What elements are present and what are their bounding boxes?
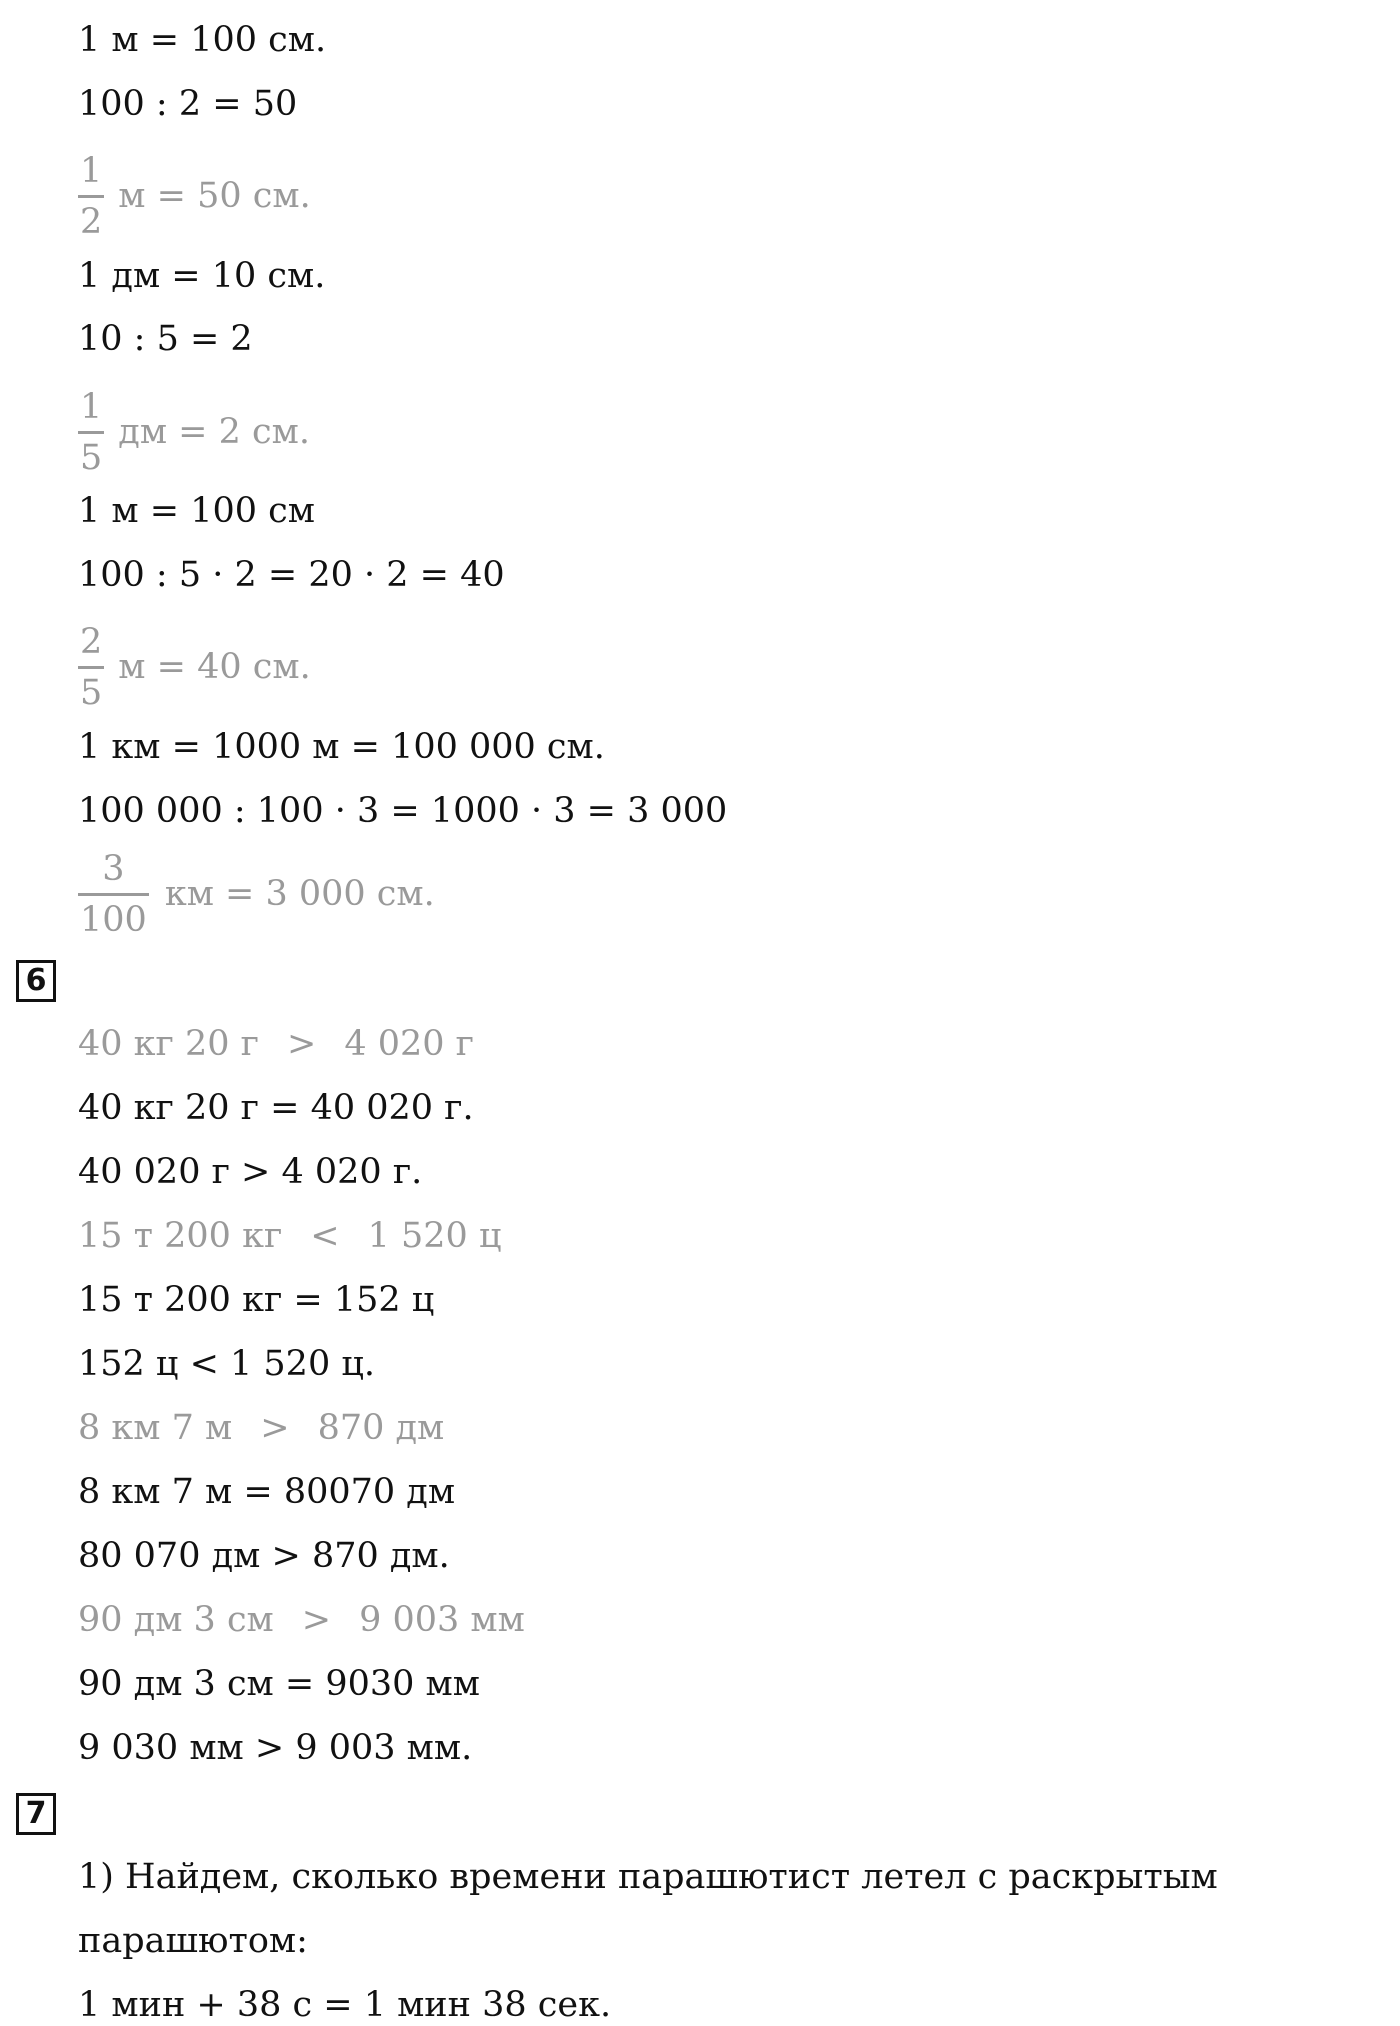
fraction <box>78 151 104 242</box>
task-number-badge: 7 <box>16 1793 56 1835</box>
eq-line: 1 м = 100 см <box>78 491 315 531</box>
comparison-left: 40 кг 20 г <box>78 1024 259 1064</box>
eq-line: 1 м = 100 см. <box>78 20 327 60</box>
fraction-bar <box>78 893 149 896</box>
eq-line: 9 030 мм > 9 003 мм. <box>78 1728 473 1768</box>
eq-line: 152 ц < 1 520 ц. <box>78 1344 375 1384</box>
comparison-right: 870 дм <box>317 1408 445 1448</box>
eq-line: 15 т 200 кг = 152 ц <box>78 1280 435 1320</box>
eq-line: 80 070 дм > 870 дм. <box>78 1536 450 1576</box>
eq-line: 100 : 5 · 2 = 20 · 2 = 40 <box>78 555 505 595</box>
text-line: 1) Найдем, сколько времени парашютист летел с раскрытым <box>78 1857 1218 1897</box>
fraction-bar <box>78 666 104 669</box>
fraction-denominator: 100 <box>80 899 147 940</box>
fraction <box>78 849 149 940</box>
comparison-left: 15 т 200 кг <box>78 1216 283 1256</box>
eq-line: 1 дм = 10 см. <box>78 256 326 296</box>
eq-line: 100 : 2 = 50 <box>78 84 298 124</box>
comparison-right: 4 020 г <box>344 1024 474 1064</box>
fraction-bar <box>78 431 104 434</box>
fraction <box>78 622 104 713</box>
fraction-denominator: 5 <box>80 672 103 713</box>
comparison-line <box>78 1407 444 1449</box>
fraction-line <box>78 382 310 482</box>
fraction-numerator: 2 <box>80 621 103 662</box>
fraction-numerator: 3 <box>102 848 125 889</box>
comparison-sign: < <box>310 1216 340 1256</box>
eq-line: 90 дм 3 см = 9030 мм <box>78 1664 481 1704</box>
comparison-left: 90 дм 3 см <box>78 1600 274 1640</box>
fraction <box>78 387 104 478</box>
fraction-line <box>78 146 311 246</box>
eq-line: 10 : 5 = 2 <box>78 319 253 359</box>
fraction-bar <box>78 195 104 198</box>
comparison-line <box>78 1023 474 1065</box>
comparison-left: 8 км 7 м <box>78 1408 233 1448</box>
comparison-line <box>78 1215 501 1257</box>
fraction-denominator: 5 <box>80 437 103 478</box>
eq-line: 40 020 г > 4 020 г. <box>78 1152 423 1192</box>
fraction-line <box>78 617 311 717</box>
eq-line: 8 км 7 м = 80070 дм <box>78 1472 456 1512</box>
eq-line: 40 кг 20 г = 40 020 г. <box>78 1088 474 1128</box>
fraction-line <box>78 844 435 944</box>
eq-line: 1 км = 1000 м = 100 000 см. <box>78 727 605 767</box>
fraction-denominator: 2 <box>80 201 103 242</box>
comparison-line <box>78 1599 525 1641</box>
fraction-rest: км = 3 000 см. <box>164 874 435 914</box>
fraction-numerator: 1 <box>80 150 103 191</box>
fraction-numerator: 1 <box>80 386 103 427</box>
eq-line: 100 000 : 100 · 3 = 1000 · 3 = 3 000 <box>78 791 728 831</box>
task-number-badge: 6 <box>16 960 56 1002</box>
comparison-sign: > <box>260 1408 290 1448</box>
text-line: парашютом: <box>78 1921 308 1961</box>
comparison-right: 1 520 ц <box>367 1216 502 1256</box>
comparison-right: 9 003 мм <box>359 1600 525 1640</box>
comparison-sign: > <box>287 1024 317 1064</box>
fraction-rest: м = 40 см. <box>118 647 311 687</box>
eq-line: 1 мин + 38 с = 1 мин 38 сек. <box>78 1985 612 2025</box>
fraction-rest: м = 50 см. <box>118 176 311 216</box>
fraction-rest: дм = 2 см. <box>118 412 310 452</box>
comparison-sign: > <box>301 1600 332 1640</box>
